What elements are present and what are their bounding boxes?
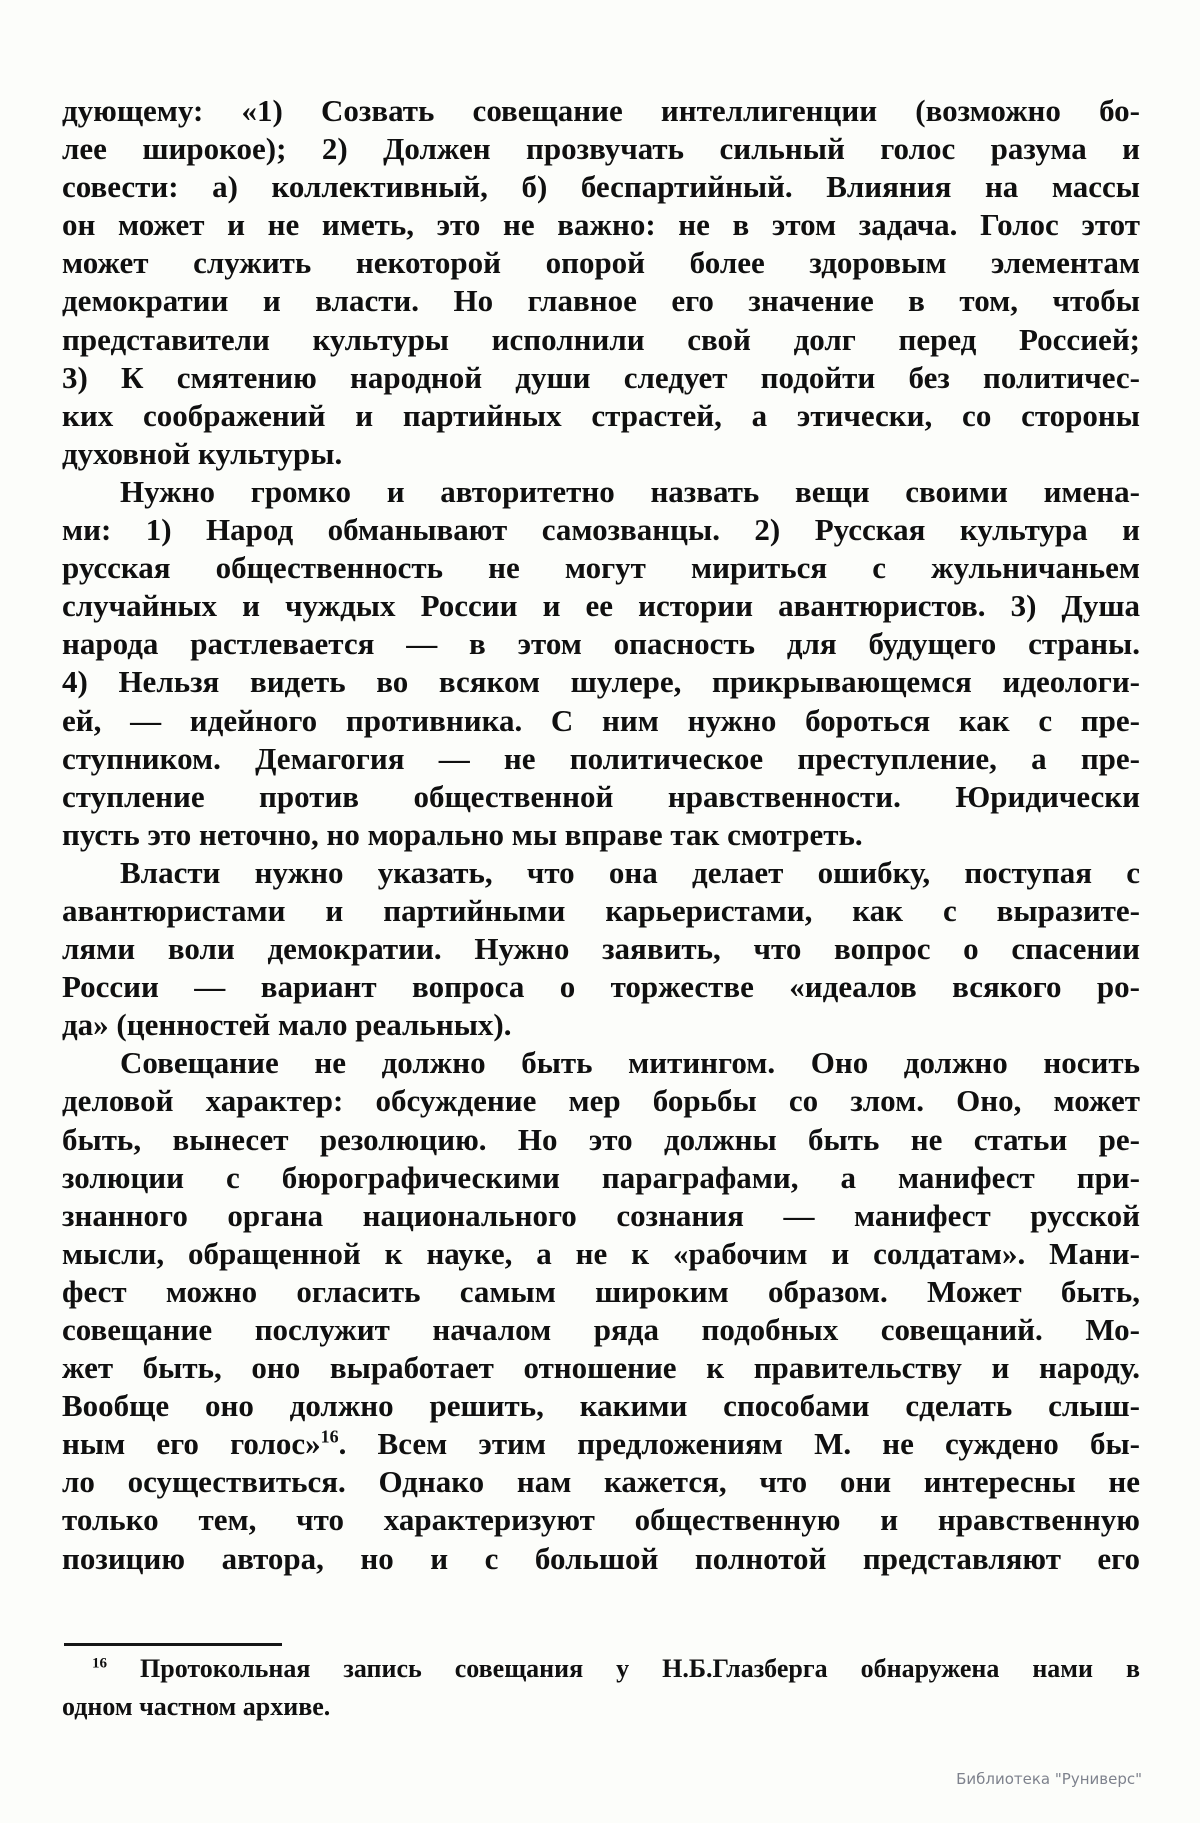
text-line: ным его голос»$^{16}$. Всем этим предложениям М. не суждено бы- (62, 1426, 1140, 1462)
body-text-block (62, 92, 1140, 1578)
text-line: случайных и чуждых России и ее истории авантюристов. 3) Душа (62, 588, 1140, 624)
text-line: России — вариант вопроса о торжестве «идеалов всякого ро- (62, 969, 1140, 1005)
text-line: деловой характер: обсуждение мер борьбы со злом. Оно, может (62, 1083, 1140, 1119)
text-line: русская общественность не могут мириться с жульничаньем (62, 550, 1140, 586)
text-line: фест можно огласить самым широким образом. Может быть, (62, 1273, 1140, 1309)
text-line: ступление против общественной нравственности. Юридически (62, 778, 1140, 814)
text-line: пусть это неточно, но морально мы вправе так смотреть. (62, 816, 863, 852)
text-line: 4) Нельзя видеть во всяком шулере, прикрывающемся идеологи- (62, 664, 1140, 700)
footnote-separator-rule (64, 1643, 282, 1646)
text-line: авантюристами и партийными карьеристами, как с выразите- (62, 892, 1140, 928)
text-line: позицию автора, но и с большой полнотой представляют его (62, 1540, 1140, 1576)
text-line: он может и не иметь, это не важно: не в этом задача. Голос этот (62, 207, 1140, 243)
text-line: только тем, что характеризуют общественную и нравственную (62, 1502, 1140, 1538)
text-line: Совещание не должно быть митингом. Оно должно носить (120, 1045, 1140, 1081)
text-line: Власти нужно указать, что она делает ошибку, поступая с (120, 854, 1140, 890)
text-line: совести: а) коллективный, б) беспартийный. Влияния на массы (62, 169, 1140, 205)
text-line: представители культуры исполнили свой долг перед Россией; (62, 321, 1140, 357)
text-line: 3) К смятению народной души следует подойти без политичес- (62, 359, 1140, 395)
text-line: Вообще оно должно решить, какими способами сделать слыш- (62, 1388, 1140, 1424)
text-line: ей, — идейного противника. С ним нужно бороться как с пре- (62, 702, 1140, 738)
text-line: лее широкое); 2) Должен прозвучать сильный голос разума и (62, 131, 1140, 167)
text-line: одном частном архиве. (62, 1692, 331, 1721)
text-line: лями воли демократии. Нужно заявить, что вопрос о спасении (62, 931, 1140, 967)
footnote-block (62, 1650, 1140, 1726)
text-line: Нужно громко и авторитетно назвать вещи своими имена- (120, 473, 1140, 509)
watermark: Библиотека "Руниверс" (956, 1770, 1142, 1788)
text-line: ких соображений и партийных страстей, а этически, со стороны (62, 397, 1140, 433)
text-line: $^{16}$ Протокольная запись совещания у Н.Б.Глазберга обнаружена нами в (92, 1654, 1140, 1683)
text-line: народа растлевается — в этом опасность для будущего страны. (62, 626, 1140, 662)
text-line: ми: 1) Народ обманывают самозванцы. 2) Русская культура и (62, 512, 1140, 548)
text-line: мысли, обращенной к науке, а не к «рабочим и солдатам». Мани- (62, 1235, 1140, 1271)
text-line: совещание послужит началом ряда подобных совещаний. Мо- (62, 1312, 1140, 1347)
text-line: может служить некоторой опорой более здоровым элементам (62, 245, 1140, 281)
text-line: демократии и власти. Но главное его значение в том, чтобы (62, 283, 1140, 319)
text-line: знанного органа национального сознания — манифест русской (62, 1197, 1140, 1233)
text-line: ло осуществиться. Однако нам кажется, что они интересны не (62, 1464, 1140, 1500)
text-line: да» (ценностей мало реальных). (62, 1007, 512, 1043)
text-line: золюции с бюрографическими параграфами, а манифест при- (62, 1159, 1140, 1195)
text-line: быть, вынесет резолюцию. Но это должны быть не статьи ре- (62, 1121, 1140, 1157)
text-line: дующему: «1) Созвать совещание интеллигенции (возможно бо- (62, 93, 1140, 128)
text-line: ступником. Демагогия — не политическое преступление, а пре- (62, 740, 1140, 776)
text-line: духовной культуры. (62, 435, 343, 471)
text-line: жет быть, оно выработает отношение к правительству и народу. (62, 1350, 1140, 1386)
